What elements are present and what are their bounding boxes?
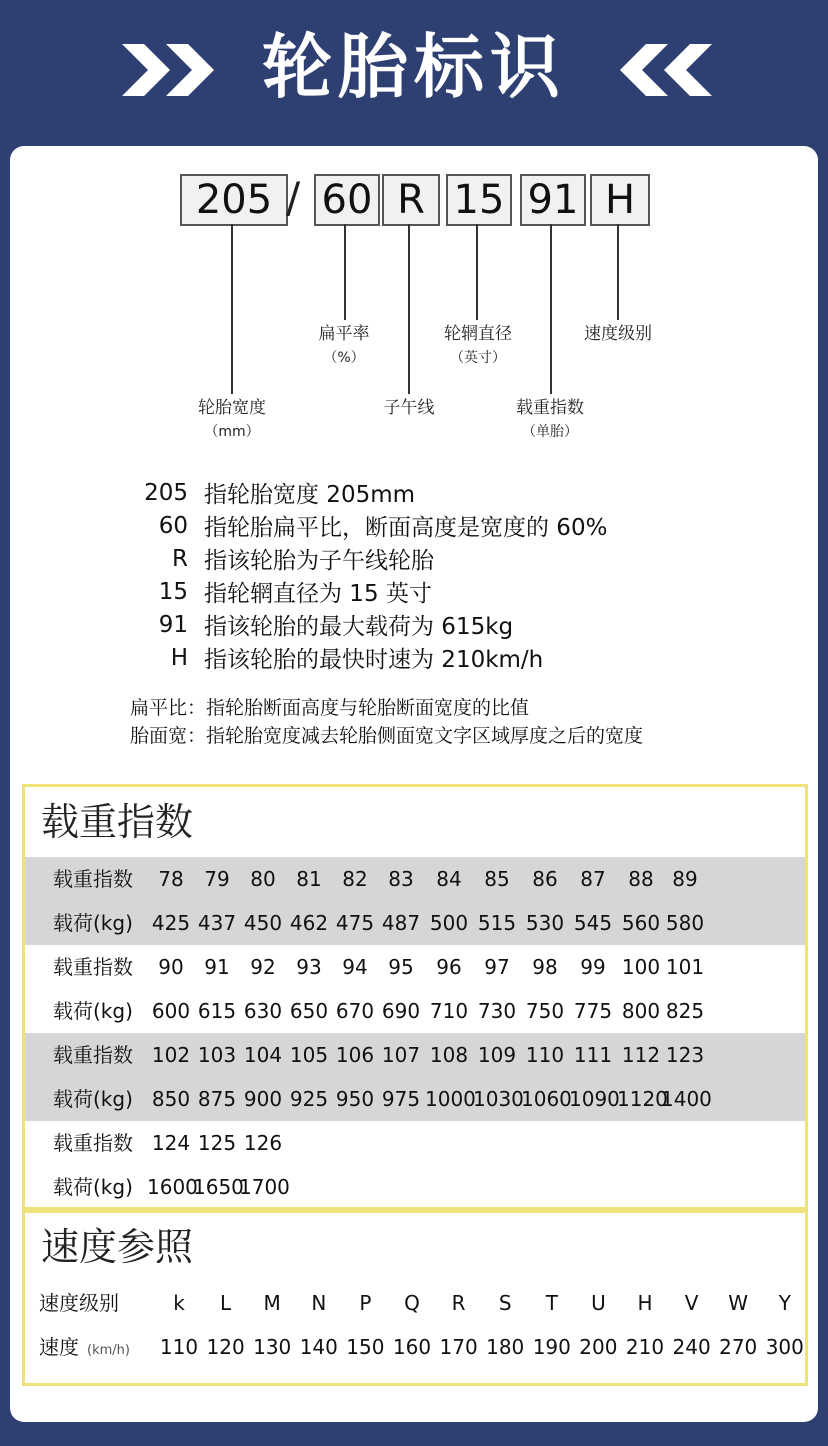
speed-label <box>568 322 668 346</box>
load-kg-cell: 475 <box>335 911 375 935</box>
load-kg-row <box>25 1077 805 1121</box>
load-index-cell: 123 <box>665 1043 705 1067</box>
speed-rating-code: H <box>590 174 650 226</box>
load-index-cell: 96 <box>436 955 462 979</box>
speed-value-cell: 240 <box>672 1335 711 1359</box>
load-kg-row <box>25 1165 805 1209</box>
load-index-cell: 106 <box>335 1043 375 1067</box>
content-card <box>10 146 818 1422</box>
note-aspect-ratio: 扁平比：指轮胎断面高度与轮胎断面宽度的比值 <box>130 697 530 719</box>
explanation-row <box>130 509 770 542</box>
load-kg-cell: 1030 <box>473 1087 524 1111</box>
load-kg-cell: 670 <box>335 999 375 1023</box>
explanation-text: 指该轮胎的最大载荷为 615kg <box>204 614 514 640</box>
load-index-cell: 125 <box>197 1131 237 1155</box>
speed-rating-cell: H <box>637 1291 653 1315</box>
page-title: 轮胎标识 <box>262 26 566 108</box>
speed-value-row <box>25 1325 805 1369</box>
load-kg-row-label: 载荷(kg) <box>53 999 133 1023</box>
load-kg-cell: 950 <box>335 1087 375 1111</box>
speed-label-text: 速度级别 <box>584 324 652 344</box>
load-table-body <box>25 857 805 1209</box>
load-kg-cell: 1400 <box>661 1087 712 1111</box>
speed-unit: (km/h) <box>87 1343 130 1358</box>
speed-rating-label: 速度级别 <box>39 1291 119 1315</box>
load-kg-cell: 775 <box>573 999 613 1023</box>
definition-notes <box>130 694 643 750</box>
load-index-table <box>22 784 808 1210</box>
load-index-cell: 89 <box>672 867 698 891</box>
load-index-cell: 80 <box>250 867 276 891</box>
rim-label-unit: （英寸） <box>450 350 506 366</box>
construction-label-text: 子午线 <box>383 398 435 418</box>
load-index-cell: 108 <box>429 1043 469 1067</box>
load-index-cell: 81 <box>296 867 322 891</box>
speed-value-cell: 140 <box>299 1335 338 1359</box>
header <box>0 0 828 150</box>
construction-leader-line <box>408 224 410 394</box>
load-index-cell: 101 <box>665 955 705 979</box>
load-index-cell: 112 <box>621 1043 661 1067</box>
speed-value-cell: 270 <box>719 1335 758 1359</box>
load-kg-cell: 750 <box>525 999 565 1023</box>
load-index-cell: 107 <box>381 1043 421 1067</box>
width-leader-line <box>231 224 233 394</box>
load-kg-cell: 925 <box>289 1087 329 1111</box>
speed-value-cell: 150 <box>346 1335 385 1359</box>
load-index-row <box>25 857 805 901</box>
load-index-cell: 92 <box>250 955 276 979</box>
aspect-label <box>294 322 394 370</box>
load-index-cell: 110 <box>525 1043 565 1067</box>
explanation-row <box>130 542 770 575</box>
load-label-unit: （单胎） <box>522 424 578 440</box>
load-index-cell: 90 <box>158 955 184 979</box>
speed-value-cell: 180 <box>486 1335 525 1359</box>
load-kg-cell: 487 <box>381 911 421 935</box>
explanation-list <box>130 476 770 674</box>
double-chevron-left-icon <box>606 40 716 100</box>
explanation-text: 指该轮胎的最快时速为 210km/h <box>204 647 544 673</box>
speed-value-label <box>39 1325 130 1373</box>
load-kg-cell: 850 <box>151 1087 191 1111</box>
load-kg-cell: 900 <box>243 1087 283 1111</box>
load-index-cell: 86 <box>532 867 558 891</box>
speed-value-cell: 160 <box>392 1335 432 1359</box>
load-index-cell: 102 <box>151 1043 191 1067</box>
load-index-row-label: 载重指数 <box>53 1043 133 1067</box>
load-index-cell: 94 <box>342 955 368 979</box>
load-kg-cell: 425 <box>151 911 191 935</box>
load-index-cell: 111 <box>573 1043 613 1067</box>
explanation-text: 指轮胎扁平比，断面高度是宽度的 60% <box>204 515 608 541</box>
load-index-cell: 78 <box>158 867 184 891</box>
load-kg-cell: 560 <box>621 911 661 935</box>
aspect-ratio-code: 60 <box>314 174 380 226</box>
speed-rating-cell: Q <box>404 1291 420 1315</box>
load-index-code: 91 <box>520 174 586 226</box>
speed-table-header <box>25 1213 805 1281</box>
load-index-row <box>25 1121 805 1165</box>
speed-rating-cell: V <box>684 1291 699 1315</box>
load-kg-cell: 462 <box>289 911 329 935</box>
load-kg-cell: 1120 <box>617 1087 668 1111</box>
load-index-cell: 98 <box>532 955 558 979</box>
load-kg-cell: 730 <box>477 999 517 1023</box>
speed-rating-cell: T <box>545 1291 558 1315</box>
speed-rating-cell: N <box>311 1291 327 1315</box>
aspect-leader-line <box>344 224 346 320</box>
speed-value-cell: 200 <box>579 1335 618 1359</box>
load-table-title: 载重指数 <box>41 800 194 844</box>
load-kg-cell: 975 <box>381 1087 421 1111</box>
explanation-row <box>130 575 770 608</box>
load-kg-cell: 500 <box>429 911 469 935</box>
load-kg-cell: 875 <box>197 1087 237 1111</box>
load-label <box>500 396 600 444</box>
load-index-cell: 126 <box>243 1131 283 1155</box>
speed-value-cell: 130 <box>253 1335 292 1359</box>
width-label-unit: （mm） <box>204 424 260 440</box>
speed-rating-cell: Y <box>778 1291 791 1315</box>
speed-value-cell: 110 <box>159 1335 199 1359</box>
speed-rating-table <box>22 1210 808 1386</box>
load-kg-cell: 1650 <box>193 1175 244 1199</box>
load-kg-cell: 1000 <box>425 1087 476 1111</box>
load-index-cell: 82 <box>342 867 368 891</box>
explanation-text: 指轮辋直径为 15 英寸 <box>204 581 432 607</box>
speed-value-cell: 300 <box>765 1335 804 1359</box>
load-index-cell: 104 <box>243 1043 283 1067</box>
load-kg-row-label: 载荷(kg) <box>53 911 133 935</box>
speed-rating-cell: L <box>220 1291 232 1315</box>
speed-rating-row <box>25 1281 805 1325</box>
speed-rating-cell: M <box>263 1291 281 1315</box>
rim-label <box>418 322 538 370</box>
speed-value-cell: 190 <box>532 1335 571 1359</box>
load-index-cell: 93 <box>296 955 322 979</box>
aspect-label-unit: （%） <box>323 350 365 366</box>
load-index-cell: 79 <box>204 867 230 891</box>
code-slash: / <box>286 173 301 222</box>
load-kg-cell: 1700 <box>239 1175 290 1199</box>
speed-rating-cell: P <box>359 1291 372 1315</box>
speed-rating-cell: S <box>498 1291 512 1315</box>
load-kg-row-label: 载荷(kg) <box>53 1175 133 1199</box>
load-index-cell: 91 <box>204 955 230 979</box>
load-leader-line <box>550 224 552 394</box>
speed-rating-cell: U <box>591 1291 606 1315</box>
load-kg-cell: 437 <box>197 911 237 935</box>
load-index-cell: 97 <box>484 955 510 979</box>
construction-code: R <box>382 174 440 226</box>
load-kg-cell: 1600 <box>147 1175 198 1199</box>
rim-leader-line <box>476 224 478 320</box>
load-kg-cell: 600 <box>151 999 191 1023</box>
speed-rating-cell: W <box>728 1291 749 1315</box>
load-kg-cell: 800 <box>621 999 661 1023</box>
explanation-row <box>130 641 770 674</box>
width-label-text: 轮胎宽度 <box>198 398 266 418</box>
load-kg-cell: 1090 <box>569 1087 620 1111</box>
load-kg-cell: 580 <box>665 911 705 935</box>
load-index-cell: 109 <box>477 1043 517 1067</box>
explanation-text: 指该轮胎为子午线轮胎 <box>204 548 434 574</box>
explanation-row <box>130 476 770 509</box>
speed-rating-cell: k <box>173 1291 185 1315</box>
load-index-cell: 85 <box>484 867 510 891</box>
load-kg-cell: 650 <box>289 999 329 1023</box>
load-kg-cell: 545 <box>573 911 613 935</box>
load-kg-cell: 825 <box>665 999 705 1023</box>
explanation-row <box>130 608 770 641</box>
speed-value-cell: 210 <box>625 1335 665 1359</box>
tire-width-code: 205 <box>180 174 288 226</box>
speed-label-word: 速度 <box>39 1335 79 1359</box>
load-index-cell: 103 <box>197 1043 237 1067</box>
explanation-code: 205 <box>144 479 188 506</box>
speed-value-cell: 120 <box>206 1335 245 1359</box>
load-table-header <box>25 787 805 857</box>
explanation-code: H <box>170 644 188 671</box>
load-index-cell: 83 <box>388 867 414 891</box>
load-index-row <box>25 1033 805 1077</box>
load-kg-cell: 450 <box>243 911 283 935</box>
load-kg-row <box>25 901 805 945</box>
load-kg-row <box>25 989 805 1033</box>
load-kg-cell: 690 <box>381 999 421 1023</box>
load-index-row-label: 载重指数 <box>53 1131 133 1155</box>
load-kg-cell: 515 <box>477 911 517 935</box>
load-index-cell: 95 <box>388 955 414 979</box>
load-index-cell: 100 <box>621 955 661 979</box>
load-index-cell: 88 <box>628 867 654 891</box>
load-kg-cell: 1060 <box>521 1087 572 1111</box>
explanation-text: 指轮胎宽度 205mm <box>204 482 416 508</box>
load-index-cell: 124 <box>151 1131 191 1155</box>
load-index-row <box>25 945 805 989</box>
explanation-code: 15 <box>158 578 188 605</box>
speed-rating-cell: R <box>451 1291 466 1315</box>
speed-value-cell: 170 <box>439 1335 478 1359</box>
rim-diameter-code: 15 <box>446 174 512 226</box>
load-index-cell: 105 <box>289 1043 329 1067</box>
aspect-label-text: 扁平率 <box>318 324 370 344</box>
explanation-code: R <box>172 545 188 572</box>
load-index-cell: 84 <box>436 867 462 891</box>
load-kg-cell: 630 <box>243 999 283 1023</box>
load-index-row-label: 载重指数 <box>53 867 133 891</box>
load-kg-row-label: 载荷(kg) <box>53 1087 133 1111</box>
load-kg-cell: 710 <box>429 999 469 1023</box>
construction-label <box>368 396 450 420</box>
width-label <box>180 396 284 444</box>
load-index-cell: 87 <box>580 867 606 891</box>
explanation-code: 60 <box>158 512 188 539</box>
load-index-cell: 99 <box>580 955 606 979</box>
note-tread-width: 胎面宽：指轮胎宽度减去轮胎侧面宽文字区域厚度之后的宽度 <box>130 725 644 747</box>
load-kg-cell: 615 <box>197 999 237 1023</box>
explanation-code: 91 <box>158 611 188 638</box>
speed-leader-line <box>617 224 619 320</box>
speed-table-title: 速度参照 <box>41 1225 194 1269</box>
load-kg-cell: 530 <box>525 911 565 935</box>
rim-label-text: 轮辋直径 <box>444 324 512 344</box>
load-label-text: 载重指数 <box>516 398 584 418</box>
load-index-row-label: 载重指数 <box>53 955 133 979</box>
